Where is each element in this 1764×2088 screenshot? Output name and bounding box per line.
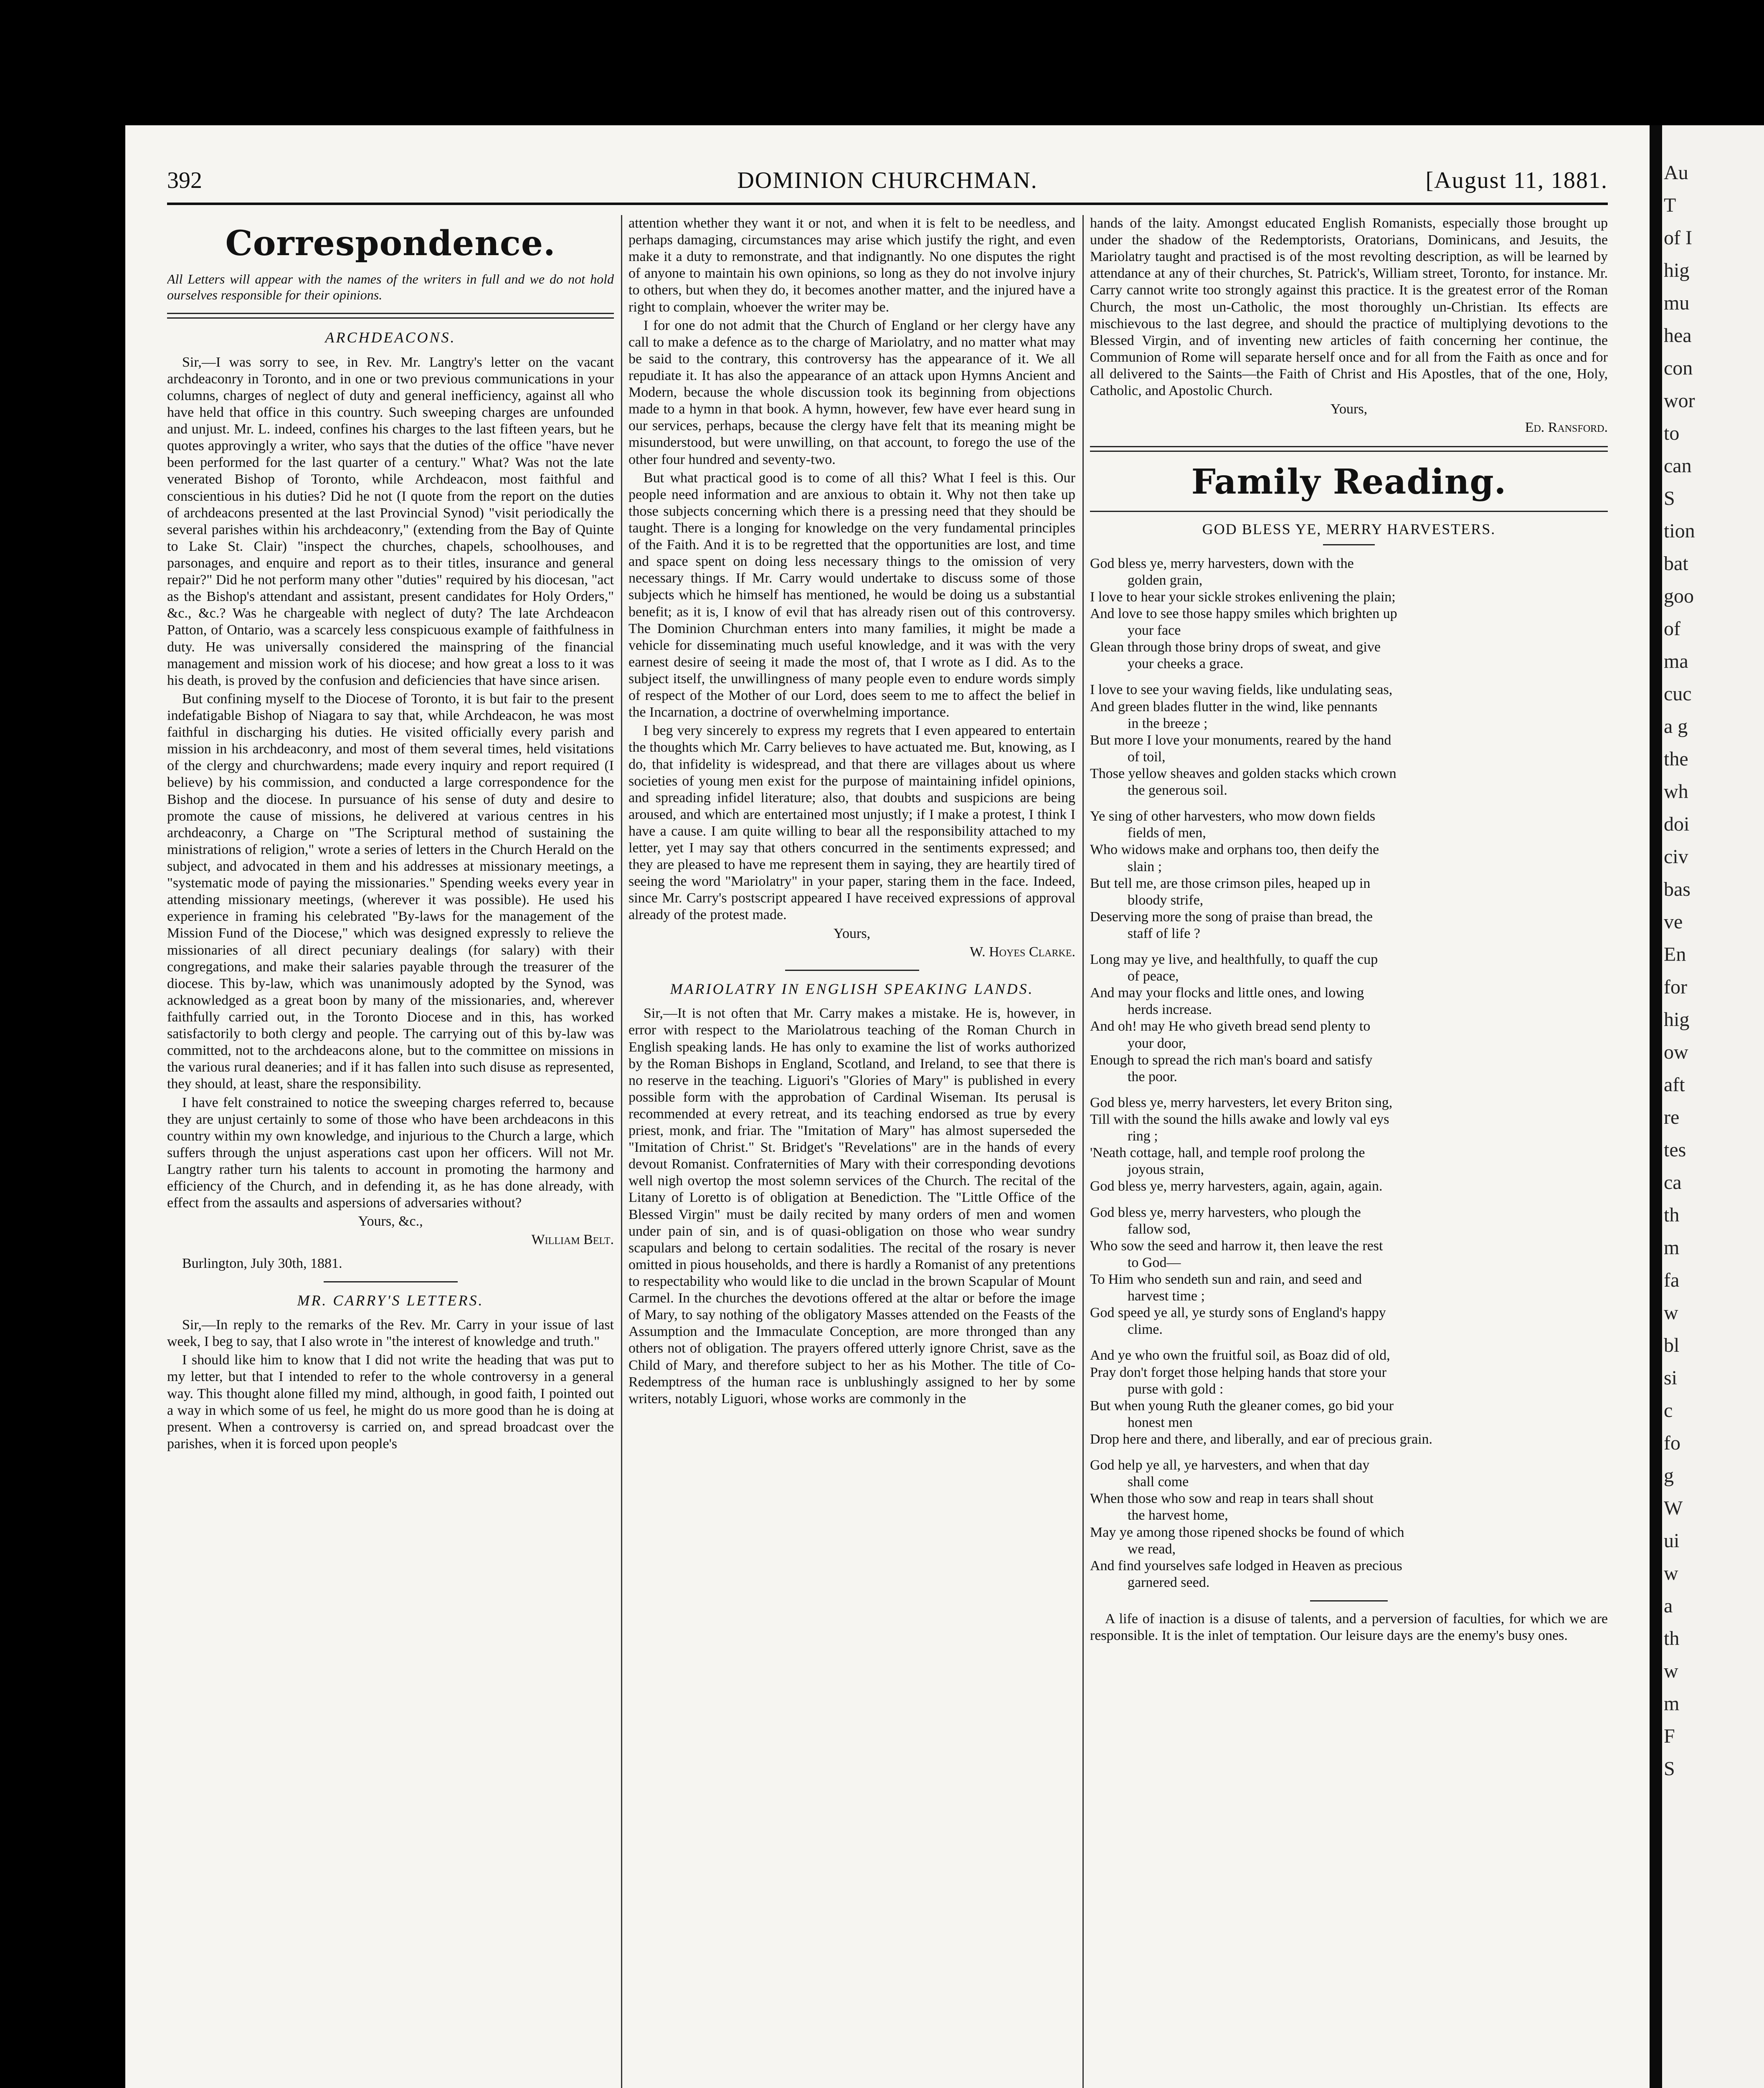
facing-page-fragment: S xyxy=(1664,487,1675,509)
poem-line: golden grain, xyxy=(1128,572,1203,588)
poem-line: purse with gold : xyxy=(1128,1381,1224,1397)
article-divider xyxy=(1310,1600,1388,1601)
poem-line: And green blades flutter in the wind, like pennants xyxy=(1090,699,1378,715)
section-rule xyxy=(1090,511,1608,512)
poem-line: And love to see those happy smiles which brighten up xyxy=(1090,606,1397,621)
facing-page-fragment: aft xyxy=(1664,1074,1685,1096)
facing-page-fragment: Au xyxy=(1664,162,1688,184)
poem-line: And oh! may He who giveth bread send plenty to xyxy=(1090,1019,1371,1034)
article-title-carry: MR. CARRY'S LETTERS. xyxy=(297,1292,484,1309)
facing-page-fragment: g xyxy=(1664,1465,1674,1487)
facing-page-fragment: to xyxy=(1664,422,1680,444)
poem-line: the generous soil. xyxy=(1128,783,1227,798)
facing-page-fragment: m xyxy=(1664,1693,1680,1715)
facing-page-fragment: bl xyxy=(1664,1334,1680,1356)
facing-page-fragment: c xyxy=(1664,1399,1673,1422)
correspondence-heading: Correspondence. xyxy=(225,223,556,264)
poem-stanza xyxy=(1090,555,1608,673)
poem-line: I love to hear your sickle strokes enlivening the plain; xyxy=(1090,589,1396,605)
poem-line: May ye among those ripened shocks be found of which xyxy=(1090,1524,1404,1540)
facing-page-fragment: wh xyxy=(1664,780,1688,803)
poem-line: slain ; xyxy=(1128,859,1162,874)
facing-page-fragment: th xyxy=(1664,1204,1680,1226)
poem-line: the poor. xyxy=(1128,1069,1177,1085)
facing-page-fragment: ve xyxy=(1664,911,1683,933)
facing-page-fragment: for xyxy=(1664,976,1687,998)
poem-line: Who sow the seed and harrow it, then leave the rest xyxy=(1090,1238,1383,1254)
facing-page-fragment: hig xyxy=(1664,259,1690,281)
poem-line: But tell me, are those crimson piles, heaped up in xyxy=(1090,875,1371,891)
poem-line: 'Neath cottage, hall, and temple roof prolong the xyxy=(1090,1145,1365,1161)
facing-page-fragment: the xyxy=(1664,748,1688,770)
article-title-archdeacons: ARCHDEACONS. xyxy=(325,329,456,346)
poem-line: of peace, xyxy=(1128,968,1179,984)
poem-line: garnered seed. xyxy=(1128,1574,1210,1590)
closing-paragraph: A life of inaction is a disuse of talents, and a perversion of faculties, for which we are responsible. It is the inlet of temptation. Our leisure days are the enemy's busy ones. xyxy=(1090,1611,1608,1644)
facing-page-fragment: tion xyxy=(1664,520,1695,542)
poem-title: GOD BLESS YE, MERRY HARVESTERS. xyxy=(1202,521,1496,538)
poem-line: But when young Ruth the gleaner comes, go bid your xyxy=(1090,1398,1394,1414)
poem-line: Glean through those briny drops of sweat, and give xyxy=(1090,639,1381,655)
facing-page-fragment: ow xyxy=(1664,1041,1688,1063)
poem-line: in the breeze ; xyxy=(1128,715,1208,731)
poem-line: God bless ye, merry harvesters, down with the xyxy=(1090,555,1354,571)
issue-date: [August 11, 1881. xyxy=(1425,167,1608,193)
poem-stanza xyxy=(1090,1457,1608,1591)
poem-line: Drop here and there, and liberally, and ear of precious grain. xyxy=(1090,1432,1433,1447)
binding-shadow xyxy=(1650,125,1662,2088)
facing-page-fragment: a xyxy=(1664,1595,1673,1617)
facing-page-fragment: re xyxy=(1664,1106,1680,1128)
poem-line: But more I love your monuments, reared by the hand xyxy=(1090,732,1391,748)
article-paragraph: Sir,—It is not often that Mr. Carry makes a mistake. He is, however, in error with respect to the Mariolatrous teaching of the Roman Church in English speaking lands. He has only to examine the list of works authorized by the Roman Bishops in England, Scotland, and Ireland, to see that there is no reserve in the teaching. Liguori's "Glories of Mary" is published in every possible form with the approbation of Cardinal Wiseman. Its perusal is recommended at every retreat, and its teaching endorsed as true by every priest, monk, and friar. The "Imitation of Mary" has almost superseded the "Imitation of Christ." St. Bridget's "Revelations" are in the hands of every devout Romanist. Confraternities of Mary with their corresponding devotions well nigh overtop the most solemn services of the Church. The recital of the Litany of Loretto is of obligation at Benediction. The "Little Office of the Blessed Virgin" must be daily recited by many orders of men and women under pain of sin, and is of quasi-obligation on those who wear sundry scapulars and belong to certain sodalities. The recital of the rosary is never omitted in pious households, and there is hardly a Romanist of any pretentions to respectability who would like to die unclad in the brown Scapular of Mount Carmel. In the churches the devotions offered at the altar or before the image of Mary, to say nothing of the obligatory Masses attended on the Feasts of the Assumption and the Immaculate Conception, are more thronged than any others not of obligation. The prayers offered utterly ignore Christ, save as the Child of Mary, and therefore subject to her as his Mother. The title of Co-Redemptress of the human race is unblushingly assigned to her by some writers, notably Liguori, whose works are commonly in the xyxy=(629,1006,1075,1406)
dateline: Burlington, July 30th, 1881. xyxy=(182,1255,342,1271)
poem-line: I love to see your waving fields, like undulating seas, xyxy=(1090,682,1393,698)
column-rule xyxy=(621,215,622,2088)
poem-line: Ye sing of other harvesters, who mow down fields xyxy=(1090,808,1376,824)
facing-page-fragment: ui xyxy=(1664,1530,1680,1552)
poem-line: Who widows make and orphans too, then deify the xyxy=(1090,842,1379,858)
poem-line: fallow sod, xyxy=(1128,1221,1191,1237)
poem-line: Deserving more the song of praise than bread, the xyxy=(1090,909,1373,925)
article-divider xyxy=(324,1281,458,1282)
facing-page-fragment: ca xyxy=(1664,1171,1682,1194)
poem-stanza xyxy=(1090,1347,1608,1448)
poem-line: God bless ye, merry harvesters, let every Briton sing, xyxy=(1090,1095,1393,1110)
facing-page-fragment: cuc xyxy=(1664,683,1692,705)
poem-line: we read, xyxy=(1128,1541,1176,1557)
facing-page-edge xyxy=(1662,125,1764,2088)
closing-salutation: Yours, xyxy=(1330,401,1368,417)
poem-title-divider xyxy=(1323,544,1375,545)
poem-stanza xyxy=(1090,951,1608,1085)
article-paragraph: I for one do not admit that the Church of England or her clergy have any call to make a defence as to the charge of Mariolatry, and no matter what may be said to the contrary, this controversy has the appearance of it. We all repudiate it. It has also the appearance of an attack upon Hymns Ancient and Modern, because the whole discussion took its beginning from objections made to a hymn in that book. A hymn, however, few have ever heard sung in our services, perhaps, because the clergy have felt that its meaning might be misunderstood, but were unwilling, on that account, to forego the use of the other four hundred and seventy-two. xyxy=(629,317,1075,467)
facing-page-fragment: F xyxy=(1664,1725,1675,1747)
column-3 xyxy=(1090,215,1608,2088)
article-paragraph: But confining myself to the Diocese of Toronto, it is but fair to the present indefatigable Bishop of Niagara to say that, while Archdeacon, he was most faithful in discharging his duties. He visited officially every parish and mission in his archdeaconry, and most of them several times, held visitations of the clergy and churchwardens; made every inquiry and report required (I believe) by his commission, and conducted a large correspondence for the Bishop and the diocese. In pursuance of his sense of duty and desire to promote the cause of missions, he delivered at various centres in his archdeaconry, a Charge on "The Scriptural method of sustaining the ministrations of religion," wrote a series of letters in the Church Herald on the subject, and advocated in them and his addresses at missionary meetings, a "systematic mode of paying the missionaries." Spending weeks every year in attending missionary meetings, (wherever it was possible). He used his experience in framing his celebrated "By-laws for the management of the Mission Fund of the Diocese," which was designed expressly to relieve the missionaries of all direct pecuniary dealings (for salary) with their congregations, and make their salaries payable through the treasurer of the diocese. This by-law, which was unanimously adopted by the Synod, was acknowledged as a great boon by many of the missionaries, and, wherever faithfully carried out, in the Toronto Diocese and in this, has worked satisfactorily to both clergy and people. The carrying out of this by-law was committed, not to the archdeacons alone, but to the committee on missions in the various rural deaneries; and if it has fallen into such disuse as represented, they should, at least, share the responsibility. xyxy=(167,691,614,1092)
facing-page-fragment: can xyxy=(1664,455,1692,477)
facing-page-fragment: of xyxy=(1664,618,1680,640)
facing-page-fragment: mu xyxy=(1664,292,1690,314)
article-paragraph: attention whether they want it or not, and when it is felt to be needless, and perhaps damaging, circumstances may arise which justify the right, and even make it a duty to remonstrate, and that indignantly. No one disputes the right of anyone to maintain his own opinions, so long as they do not involve injury to others, but when they do, it becomes another matter, and the injured have a right to complain, whoever the writer may be. xyxy=(629,215,1075,315)
facing-page-fragment: fa xyxy=(1664,1269,1680,1291)
facing-page-fragment: m xyxy=(1664,1237,1680,1259)
article-paragraph: hands of the laity. Amongst educated English Romanists, especially those brought up under the shadow of the Redemptorists, Oratorians, Dominicans, and Jesuits, the Mariolatry taught and practised is of the most revolting description, as will be learned by attendance at any of their churches, St. Patrick's, William street, Toronto, for instance. Mr. Carry cannot write too strongly against this practice. It is the greatest error of the Roman Church, the most un-Catholic, the most thoroughly un-Christian. Its effects are mischievous to the last degree, and should the practice of multiplying devotions to the Blessed Virgin, and of inventing new articles of faith concerning her continue, the Communion of Rome will separate herself once and for all from the Faith as once and for all delivered to the Saints—the Faith of Christ and His Apostles, that of the one, Holy, Catholic, and Apostolic Church. xyxy=(1090,215,1608,399)
facing-page-fragment: of I xyxy=(1664,227,1692,249)
article-paragraph: Sir,—In reply to the remarks of the Rev. Mr. Carry in your issue of last week, I beg to say, that I also wrote in "the interest of knowledge and truth." xyxy=(167,1317,614,1350)
signature: Ed. Ransford. xyxy=(1525,420,1608,436)
facing-page-fragment: goo xyxy=(1664,585,1694,607)
column-1 xyxy=(167,215,614,2088)
section-rule xyxy=(167,313,614,319)
article-paragraph: I should like him to know that I did not write the heading that was put to my letter, but that I intended to refer to the whole controversy in a general way. This thought alone filled my mind, although, in good faith, I pointed out a way in which some of us feel, he might do us more good than he is doing at present. When a controversy is carried on, and spread broadcast over the parishes, when it is forced upon people's xyxy=(167,1352,614,1452)
poem-line: the harvest home, xyxy=(1128,1508,1228,1523)
poem-stanza xyxy=(1090,808,1608,942)
poem-line: honest men xyxy=(1128,1414,1193,1430)
poem-line: joyous strain, xyxy=(1128,1162,1204,1178)
poem-line: harvest time ; xyxy=(1128,1288,1205,1304)
facing-page-fragment: T xyxy=(1664,194,1676,216)
poem-line: your cheeks a grace. xyxy=(1128,656,1244,672)
article-paragraph: I beg very sincerely to express my regrets that I even appeared to entertain the thoughts which Mr. Carry believes to have actuated me. But, knowing, as I do, that infidelity is widespread, and that there are villages about us where societies of young men exist for the purpose of maintaining infidel opinions, and spreading infidel literature; also, that doubts and suspicions are being aroused, and which are entertained most unjustly; if I make a protest, I think I have a cause. I am quite willing to bear all the responsibility attached to my letter, yet I may say that others concurred in the sentiments expressed; and they are pleased to have me represent them in saying, they are heartily tired of seeing the word "Mariolatry" in your paper, staring them in the face. Indeed, since Mr. Carry's postscript appeared I have received expressions of approval already of the protest made. xyxy=(629,723,1075,923)
facing-page-fragment: En xyxy=(1664,943,1686,965)
poem-line: herds increase. xyxy=(1128,1002,1212,1018)
page-number: 392 xyxy=(167,167,202,193)
facing-page-fragment: si xyxy=(1664,1367,1678,1389)
signature: W. Hoyes Clarke. xyxy=(970,944,1075,960)
article-paragraph: Sir,—I was sorry to see, in Rev. Mr. Langtry's letter on the vacant archdeaconry in Toronto, and in one or two previous communications in your columns, charges of neglect of duty and general inefficiency, against all who have held that office in this country. Such sweeping charges are unfounded and unjust. Mr. L. indeed, confines his charges to the last fifteen years, but he quotes approvingly a writer, who says that the duties of the office "have never been performed for the last quarter of a century." What? Was not the late venerated Bishop of Toronto, while Archdeacon, most faithful and conscientious in his duties? Did he not (I quote from the report on the duties of archdeacons presented at the last Provincial Synod) "visit periodically the several parishes within his archdeaconry," (extending from the Bay of Quinte to Lake St. Clair) "inspect the churches, chapels, schoolhouses, and parsonages, and enquire and report as to their titles, insurance and general repair?" Did he not perform many other "duties" required by his diocesan, "act as the Bishop's attendant and assistant, present candidates for Holy Orders," &c., &c.? Was he chargeable with neglect of duty? The late Archdeacon Patton, of Ontario, was a scarcely less conspicuous example of faithfulness in duty. He was universally considered the mainspring of the financial management and mission work of his diocese; and how great a loss to it was his death, is proved by the confusion and deficiencies that have since arisen. xyxy=(167,354,614,688)
facing-page-fragment: W xyxy=(1664,1497,1683,1519)
article-divider xyxy=(785,970,919,971)
facing-page-fragment: bas xyxy=(1664,878,1690,900)
facing-page-fragment: civ xyxy=(1664,846,1688,868)
facing-page-fragment: con xyxy=(1664,357,1693,379)
poem-line: ring ; xyxy=(1128,1128,1158,1144)
facing-page-fragment: a g xyxy=(1664,715,1688,737)
article-paragraph: I have felt constrained to notice the sweeping charges referred to, because they are unjust certainly to some of those who have been archdeacons in this country within my own knowledge, and injurious to the Church a large, which suffers through the unjust asperations cast upon her officers. Will not Mr. Langtry rather turn his talents to account in promoting the harmony and efficiency of the Church, and in defending it, as he has done already, with effect from the assaults and aspersions of adversaries without? xyxy=(167,1095,614,1211)
header-rule xyxy=(167,203,1608,205)
facing-page-fragment: th xyxy=(1664,1627,1680,1650)
poem-line: Those yellow sheaves and golden stacks which crown xyxy=(1090,765,1396,781)
facing-page-fragment: doi xyxy=(1664,813,1690,835)
facing-page-fragment: S xyxy=(1664,1758,1675,1780)
column-rule xyxy=(1082,215,1084,2088)
article-title-mariolatry: MARIOLATRY IN ENGLISH SPEAKING LANDS. xyxy=(670,980,1034,997)
poem-line: fields of men, xyxy=(1128,825,1206,841)
poem-stanza xyxy=(1090,1204,1608,1338)
poem-body xyxy=(1090,555,1608,1591)
facing-page-fragment: ma xyxy=(1664,650,1688,672)
poem-line: God speed ye all, ye sturdy sons of England's happy xyxy=(1090,1305,1386,1321)
poem-line: Till with the sound the hills awake and lowly val eys xyxy=(1090,1112,1389,1128)
masthead-title: DOMINION CHURCHMAN. xyxy=(737,167,1038,193)
poem-line: To Him who sendeth sun and rain, and seed and xyxy=(1090,1272,1362,1287)
facing-page-fragment: w xyxy=(1664,1302,1678,1324)
poem-line: of toil, xyxy=(1128,749,1166,765)
poem-line: clime. xyxy=(1128,1322,1163,1338)
poem-line: Enough to spread the rich man's board and satisfy xyxy=(1090,1052,1373,1068)
poem-line: And find yourselves safe lodged in Heaven as precious xyxy=(1090,1558,1402,1574)
article-paragraph: But what practical good is to come of all this? What I feel is this. Our people need information and are anxious to obtain it. Why not then take up those subjects concerning which there is a pressing need that they should be taught. There is a longing for knowledge on the very fundamental principles of the Faith. And it is to be regretted that the opportunities are lost, and time and space spent on doing less necessary things to the omission of very necessary things. If Mr. Carry would undertake to discuss some of those subjects which he himself has mentioned, he would be doing us a substantial benefit; as it is, I know of evil that has already risen out of this controversy. The Dominion Churchman enters into many families, it might be made a vehicle for disseminating much useful knowledge, and it was with the very earnest desire of seeing it made the most of, that I wrote as I did. As to the subject itself, the unwillingness of many people even to endure words simply of respect of the Mother of our Lord, does seem to me to affect the belief in the Incarnation, a doctrine of overwhelming importance. xyxy=(629,470,1075,720)
poem-line: Long may ye live, and healthfully, to quaff the cup xyxy=(1090,952,1378,968)
editorial-notice: All Letters will appear with the names of the writers in full and we do not hold ourselves responsible for their opinions. xyxy=(167,271,614,302)
poem-line: to God— xyxy=(1128,1254,1181,1270)
facing-page-fragment: hea xyxy=(1664,324,1692,347)
family-reading-heading: Family Reading. xyxy=(1191,462,1507,502)
closing-salutation: Yours, &c., xyxy=(358,1214,423,1229)
poem-line: God bless ye, merry harvesters, who plough the xyxy=(1090,1204,1361,1220)
facing-page-fragment: tes xyxy=(1664,1139,1686,1161)
column-2 xyxy=(629,215,1075,2088)
page-header xyxy=(167,167,1608,200)
poem-line: God help ye all, ye harvesters, and when that day xyxy=(1090,1457,1370,1473)
poem-line: shall come xyxy=(1128,1474,1189,1490)
poem-line: your door, xyxy=(1128,1035,1186,1051)
poem-line: And may your flocks and little ones, and lowing xyxy=(1090,985,1364,1001)
poem-line: Pray don't forget those helping hands that store your xyxy=(1090,1364,1386,1380)
poem-line: And ye who own the fruitful soil, as Boaz did of old, xyxy=(1090,1348,1390,1363)
poem-stanza xyxy=(1090,682,1608,799)
facing-page-fragment: bat xyxy=(1664,552,1688,575)
facing-page-fragment: fo xyxy=(1664,1432,1680,1454)
poem-line: God bless ye, merry harvesters, again, again, again. xyxy=(1090,1178,1383,1194)
facing-page-fragment: wor xyxy=(1664,390,1695,412)
newspaper-page xyxy=(125,125,1650,2088)
poem-line: When those who sow and reap in tears shall shout xyxy=(1090,1491,1374,1507)
facing-page-fragment: w xyxy=(1664,1660,1678,1682)
poem-line: your face xyxy=(1128,623,1181,639)
poem-line: bloody strife, xyxy=(1128,892,1204,908)
facing-page-fragment: hig xyxy=(1664,1009,1690,1031)
facing-page-fragment: w xyxy=(1664,1562,1678,1584)
section-rule xyxy=(1090,446,1608,452)
poem-stanza xyxy=(1090,1095,1608,1195)
signature: William Belt. xyxy=(531,1232,614,1248)
closing-salutation: Yours, xyxy=(833,925,871,941)
poem-line: staff of life ? xyxy=(1128,925,1201,941)
